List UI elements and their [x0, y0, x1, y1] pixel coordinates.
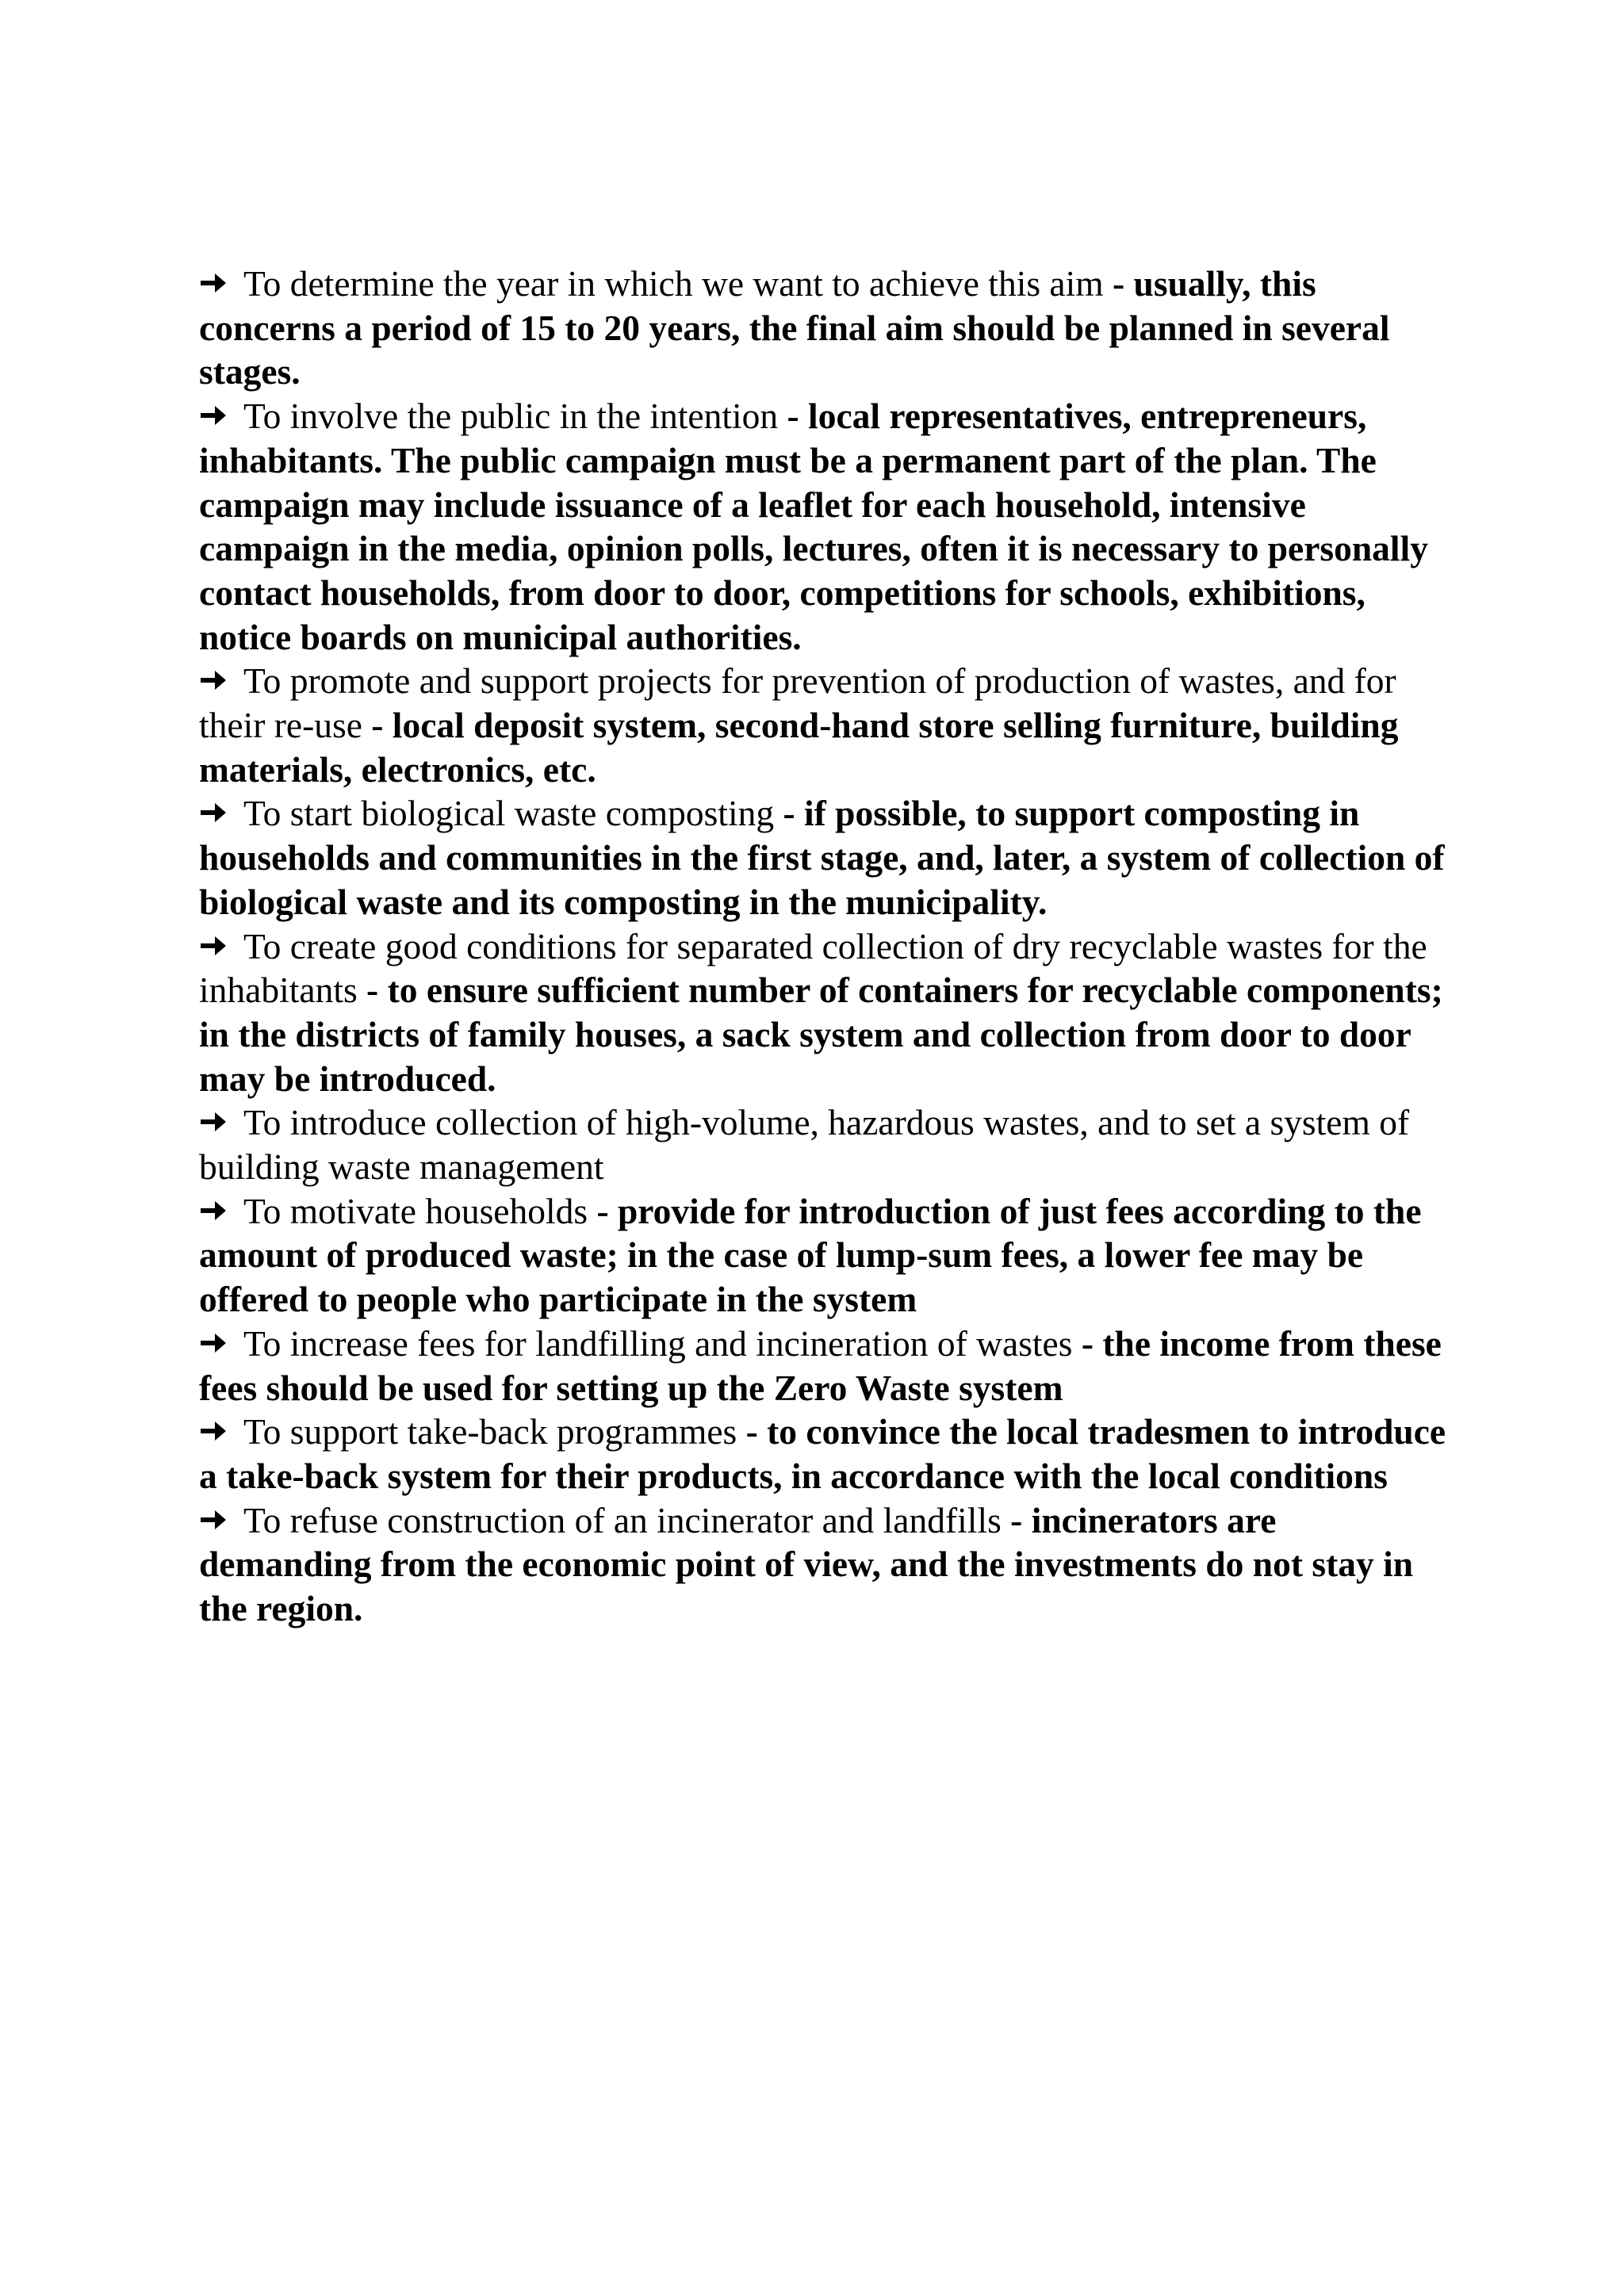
item-detail-text: - to ensure sufficient number of containers for recyclable components; in the districts of family houses, a sack system and collection from door to door may be introduced.	[199, 970, 1443, 1099]
arrow-right-icon	[199, 267, 243, 299]
item-detail-text: - local representatives, entrepreneurs, inhabitants. The public campaign must be a permanent part of the plan. The campaign may include issuance of a leaflet for each household, intensive campaign in the media, opinion polls, lectures, often it is necessary to personally contact households, from door to door, competitions for schools, exhibitions, notice boards on municipal authorities.	[199, 396, 1428, 657]
item-lead-text: To motivate households	[243, 1190, 588, 1231]
item-detail-text: - usually, this concerns a period of 15 to 20 years, the final aim should be planned in several stages.	[199, 263, 1390, 392]
item-lead-text: To refuse construction of an incinerator and landfills	[243, 1499, 1002, 1540]
item-lead-text: To involve the public in the intention	[243, 396, 779, 437]
list-item	[199, 791, 1452, 924]
item-detail-text: - to convince the local tradesmen to introduce a take-back system for their products, in accordance with the local conditions	[199, 1411, 1446, 1496]
bullet-list	[199, 262, 1452, 1631]
list-item	[199, 659, 1452, 791]
item-lead-text: To promote and support projects for prevention of production of wastes, and for their re-use	[199, 660, 1396, 746]
item-lead-text: To create good conditions for separated collection of dry recyclable wastes for the inhabitants	[199, 925, 1427, 1011]
item-lead-text: To introduce collection of high-volume, hazardous wastes, and to set a system of building waste management	[199, 1102, 1410, 1188]
item-detail-text: - incinerators are demanding from the economic point of view, and the investments do not stay in the region.	[199, 1499, 1414, 1629]
arrow-right-icon	[199, 664, 243, 696]
list-item	[199, 394, 1452, 659]
item-lead-text: To increase fees for landfilling and incineration of wastes	[243, 1322, 1073, 1364]
list-item	[199, 1410, 1452, 1498]
item-detail-text: - local deposit system, second-hand store selling furniture, building materials, electronics, etc.	[199, 705, 1399, 790]
item-lead-text: To determine the year in which we want to achieve this aim	[243, 263, 1104, 304]
list-item	[199, 1322, 1452, 1410]
item-detail-text: - the income from these fees should be used for setting up the Zero Waste system	[199, 1322, 1442, 1408]
item-lead-text: To start biological waste composting	[243, 793, 775, 834]
list-item	[199, 262, 1452, 394]
item-lead-text: To support take-back programmes	[243, 1411, 737, 1452]
item-detail-text: - if possible, to support composting in households and communities in the first stage, and, later, a system of collection of biological waste and its composting in the municipality.	[199, 793, 1445, 922]
arrow-right-icon	[199, 1106, 243, 1138]
arrow-right-icon	[199, 797, 243, 828]
arrow-right-icon	[199, 1327, 243, 1359]
arrow-right-icon	[199, 930, 243, 962]
arrow-right-icon	[199, 1415, 243, 1447]
list-item	[199, 924, 1452, 1101]
list-item	[199, 1100, 1452, 1188]
arrow-right-icon	[199, 1504, 243, 1536]
item-detail-text: - provide for introduction of just fees according to the amount of produced waste; in the case of lump-sum fees, a lower fee may be offered to people who participate in the system	[199, 1190, 1422, 1320]
list-item	[199, 1498, 1452, 1631]
arrow-right-icon	[199, 400, 243, 431]
arrow-right-icon	[199, 1195, 243, 1226]
list-item	[199, 1189, 1452, 1322]
